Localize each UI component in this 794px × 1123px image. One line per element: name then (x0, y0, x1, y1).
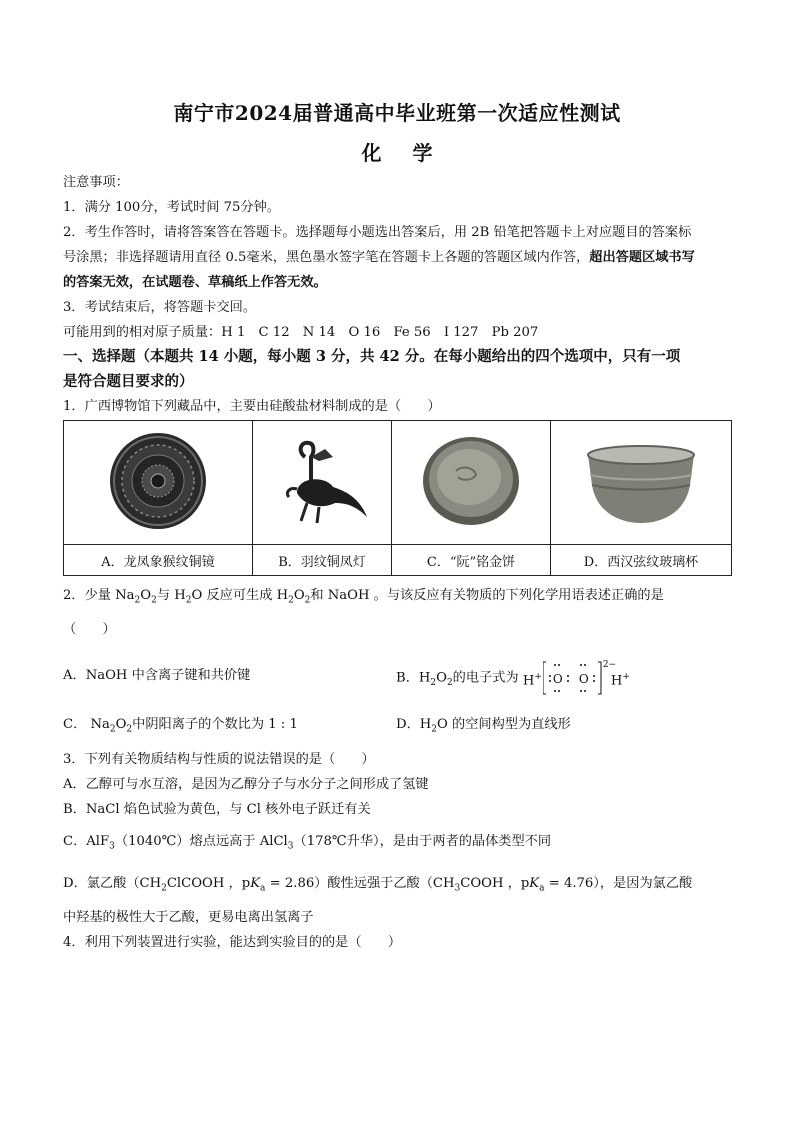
q3-c-part: （178℃升华），是由于两者的晶体类型不同 (293, 834, 552, 849)
h-right (611, 668, 630, 690)
q2-stem (63, 587, 664, 610)
q2-paren: （ ） (63, 622, 116, 637)
plus-sign: + (534, 672, 542, 682)
q3-option-b: B．NaCl 焰色试验为黄色，与 Cl 核外电子跃迁有关 (63, 802, 371, 817)
q3-d-part: ClCOOH ，p (166, 876, 251, 891)
h-left (523, 668, 542, 690)
q2-sub: 2 (151, 595, 157, 606)
q3-option-c (63, 833, 551, 856)
q2-option-d (396, 716, 571, 739)
q2-stem-part: 2．少量 Na (63, 588, 135, 603)
note-1: 1．满分 100分，考试时间 75分钟。 (63, 200, 280, 215)
q3-c-sub: 3 (109, 841, 115, 852)
h-symbol: H (610, 673, 623, 689)
q2-option-c (63, 716, 298, 739)
o-atom-2: O (578, 672, 589, 686)
glass-cup-image (576, 431, 706, 531)
q3-c-sub: 3 (287, 841, 294, 852)
q2-sub: 2 (185, 595, 192, 606)
atomic-masses: 可能用到的相对原子质量：H 1 C 12 N 14 O 16 Fe 56 I 127 Pb 207 (63, 325, 539, 340)
q2-c-part: C． Na (63, 717, 110, 732)
section-1-heading-line1: 一、选择题（本题共 14 小题，每小题 3 分，共 42 分。在每小题给出的四个选项中，只有一项 (63, 348, 681, 365)
q2-stem-part: 和 NaOH 。与该反应有关物质的下列化学用语表述正确的是 (310, 588, 664, 603)
bronze-phoenix-lamp-image (267, 431, 377, 531)
q2-b-part: 的电子式为 (452, 670, 519, 686)
note-2-line3: 的答案无效，在试题卷、草稿纸上作答无效。 (63, 275, 327, 290)
q2-d-part: D．H (396, 717, 432, 732)
q1-image-b-cell (253, 421, 392, 545)
electron-formula (523, 660, 631, 696)
q3-d-k: K (529, 876, 540, 891)
q1-image-d-cell (551, 421, 732, 545)
q3-option-d-line1 (63, 875, 692, 898)
q1-option-a: A．龙凤象猴纹铜镜 (64, 545, 253, 576)
q2-d-part: O 的空间构型为直线形 (437, 717, 571, 732)
q2-b-sub: 2 (430, 678, 437, 689)
note-2-line2-bold: 超出答题区域书写 (589, 250, 695, 265)
subject-title: 化 学 (361, 141, 445, 165)
q1-option-b: B．羽纹铜凤灯 (253, 545, 392, 576)
q2-stem-part: O (293, 588, 305, 603)
q4-stem: 4．利用下列装置进行实验，能达到实验目的的是（ ） (63, 935, 402, 950)
plus-sign: + (622, 672, 630, 682)
q3-c-part: C．AlF (63, 834, 110, 849)
q3-d-sub: 3 (454, 883, 461, 894)
q3-d-k: K (250, 876, 261, 891)
note-3: 3．考试结束后，将答题卡交回。 (63, 300, 257, 315)
q2-stem-part: 与 H (156, 588, 186, 603)
q2-b-part: B．H (396, 670, 431, 686)
note-2-line2 (63, 249, 695, 267)
q2-b-sub: 2 (446, 678, 453, 689)
q1-image-c-cell (392, 421, 551, 545)
q2-option-a: A．NaOH 中含离子键和共价键 (63, 668, 251, 683)
section-1-heading-line2: 是符合题目要求的） (63, 373, 194, 390)
q3-d-part: = 4.76），是因为氯乙酸 (544, 876, 693, 891)
q2-c-part: 中阴阳离子的个数比为 1 : 1 (132, 717, 298, 732)
q3-d-sub: 2 (161, 883, 167, 894)
q3-d-part: D．氯乙酸（CH (63, 876, 162, 891)
q3-option-a: A．乙醇可与水互溶，是因为乙醇分子与水分子之间形成了氢键 (63, 777, 429, 792)
q3-d-part: COOH ，p (460, 876, 530, 891)
q2-b-part: O (436, 670, 447, 686)
bronze-mirror-image (103, 426, 213, 536)
h-symbol: H (522, 673, 535, 689)
q2-c-sub: 2 (126, 724, 133, 735)
q2-sub: 2 (134, 595, 141, 606)
q1-stem: 1．广西博物馆下列藏品中，主要由硅酸盐材料制成的是（ ） (63, 399, 441, 414)
q2-c-part: O (115, 717, 127, 732)
q3-option-d-line2: 中羟基的极性大于乙酸，更易电离出氢离子 (63, 910, 314, 925)
q1-image-a-cell (64, 421, 253, 545)
note-2-line1: 2．考生作答时，请将答案答在答题卡。选择题每小题选出答案后，用 2B 铅笔把答题卡上对应题目的答案标 (63, 225, 692, 240)
exam-title: 南宁市2024届普通高中毕业班第一次适应性测试 (173, 101, 621, 125)
q2-stem-part: O (140, 588, 152, 603)
q2-sub: 2 (288, 595, 294, 606)
gold-cake-image (416, 431, 526, 531)
q3-d-part: = 2.86）酸性远强于乙酸（CH (265, 876, 455, 891)
peroxide-electron-dots (543, 660, 603, 696)
q3-d-ka: a (539, 883, 545, 894)
q2-stem-part: O 反应可生成 H (191, 588, 289, 603)
q2-option-b (396, 660, 631, 696)
note-2-line2-text: 号涂黑；非选择题请用直径 0.5毫米，黑色墨水签字笔在答题卡上各题的答题区域内作答， (63, 250, 590, 265)
charge-label: 2− (602, 660, 617, 670)
notes-heading: 注意事项： (63, 175, 129, 190)
q2-d-sub: 2 (431, 724, 437, 735)
q3-c-part: （1040℃）熔点远高于 AlCl (114, 834, 288, 849)
q2-c-sub: 2 (109, 724, 116, 735)
q1-options-table (63, 420, 732, 576)
q3-d-ka: a (260, 883, 266, 894)
q2-sub: 2 (304, 595, 311, 606)
o-atom-1: O (552, 672, 563, 686)
q1-option-d: D．西汉弦纹玻璃杯 (551, 545, 732, 576)
q1-option-c: C．“阮”铭金饼 (392, 545, 551, 576)
q3-stem: 3．下列有关物质结构与性质的说法错误的是（ ） (63, 752, 375, 767)
